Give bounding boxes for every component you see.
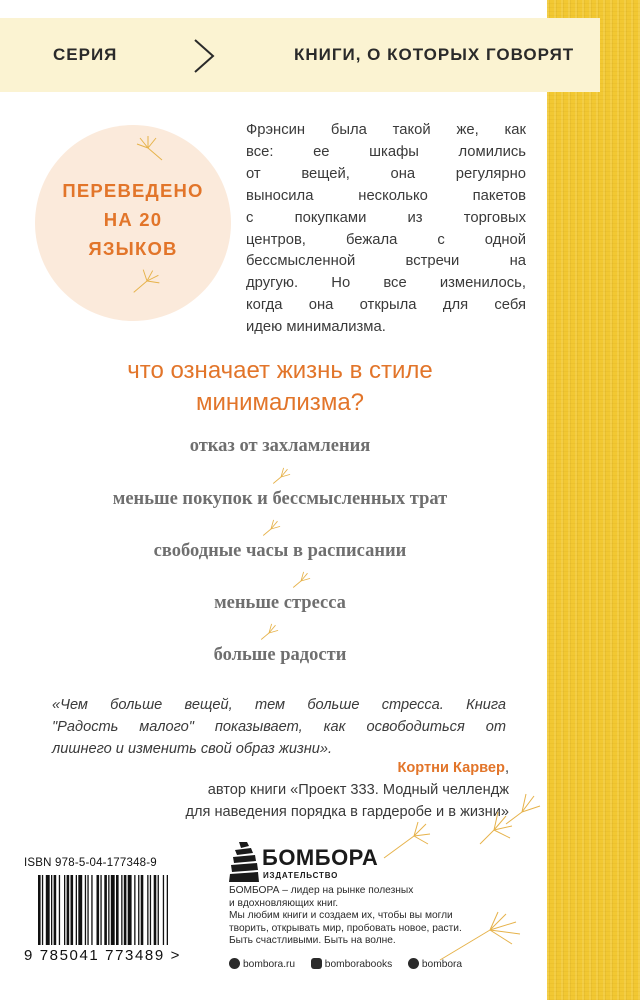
barcode-bar [78,875,82,945]
barcode-bar [147,875,148,945]
barcode-bar [134,875,135,945]
intro-line: от вещей, она регулярно [246,165,526,182]
quote-line: «Чем больше вещей, тем больше стресса. Книга [52,697,506,713]
barcode-bar [76,875,77,945]
barcode-bar [46,875,50,945]
dandelion-seed-icon [500,790,544,834]
intro-line: все: ее шкафы ломились [246,143,526,160]
isbn-number: ISBN 978-5-04-177348-9 [24,857,157,869]
barcode-digits-text: 9 785041 773489 [24,947,165,964]
quote-source-line: для наведения порядка в гардеробе и в жизни» [185,804,509,820]
barcode-bar [64,875,65,945]
intro-line: другую. Но все изменилось, [246,275,526,292]
barcode-bar [42,875,43,945]
intro-line: идею минимализма. [246,319,386,336]
publisher-description-line: БОМБОРА – лидер на рынке полезных [229,885,414,896]
social-link-telegram[interactable]: bombora [421,959,463,970]
barcode-bar [116,875,119,945]
author-suffix: , [504,760,509,776]
intro-line: выносила несколько пакетов [246,187,526,204]
intro-line: когда она открыла для себя [246,297,526,314]
intro-line: Фрэнсин была такой же, как [246,122,526,138]
barcode-bar [59,875,60,945]
publisher-description-line: и вдохновляющих книг. [229,897,339,909]
benefit-item: меньше стресса [214,593,346,613]
yellow-spine-stripe [547,0,640,1000]
question-heading-line: что означает жизнь в стиле [127,357,433,384]
intro-line: с покупками из торговых [246,209,526,226]
barcode-bar [87,875,88,945]
barcode-bar [163,875,164,945]
benefit-item: свободные часы в расписании [153,541,407,561]
intro-line: бессмысленной встречи на [246,253,526,270]
benefit-item: больше радости [213,645,347,665]
barcode-bar [104,875,107,945]
barcode-bar [111,875,115,945]
publisher-name: БОМБОРА [262,845,379,870]
barcode-digits [24,947,181,964]
series-label: СЕРИЯ [53,45,118,64]
publisher-description [229,885,462,948]
translated-badge [35,176,231,263]
barcode-bar [85,875,86,945]
publisher-description-line: Быть счастливыми. Быть на волне. [229,935,396,946]
barcode-bar [167,875,168,945]
barcode-bar [67,875,70,945]
dandelion-seed-icon [128,262,166,300]
review-quote [52,694,506,760]
barcode-bar [150,875,151,945]
vk-icon [311,958,322,969]
barcode-bar [124,875,127,945]
barcode-bar [138,875,139,945]
barcode-bar [51,875,52,945]
intro-line: центров, бежала с одной [246,231,526,248]
barcode-bar [154,875,157,945]
social-link-web[interactable]: bombora.ru [243,959,296,970]
quote-line: лишнего и изменить свой образ жизни». [52,741,333,757]
barcode-bar [54,875,57,945]
benefit-item: отказ от захламления [189,436,371,456]
benefit-item: меньше покупок и бессмысленных трат [112,489,448,509]
chevron-right-icon [187,38,223,74]
barcode-bar [141,875,144,945]
dandelion-seed-icon [258,516,284,542]
publisher-subtitle: ИЗДАТЕЛЬСТВО [263,871,339,880]
barcode-arrow: > [170,947,181,964]
badge-line: НА 20 [103,209,163,230]
quote-source-line: автор книги «Проект 333. Модный челлендж [207,782,509,798]
dandelion-seed-icon [288,568,314,594]
social-link-vk[interactable]: bomborabooks [324,959,393,970]
publisher-description-line: творить, открывать мир, пробовать новое, расти. [229,922,462,934]
badge-line: ЯЗЫКОВ [88,238,178,259]
barcode-bar [128,875,132,945]
barcode-bar [108,875,109,945]
quote-line: "Радость малого" показывает, как освободиться от [52,719,506,735]
dandelion-seed-icon [128,128,168,168]
bombora-logo-icon [229,840,259,884]
web-icon [229,958,240,969]
barcode-bar [38,875,41,945]
quote-author [397,760,509,776]
dandelion-seed-icon [268,464,294,490]
barcode-bar [100,875,101,945]
dandelion-seed-icon [256,620,282,646]
question-heading-line: минимализма? [195,389,365,416]
badge-line: ПЕРЕВЕДЕНО [62,180,204,201]
dandelion-seed-icon [374,818,434,868]
barcode [38,875,206,945]
barcode-bar [97,875,100,945]
barcode-bar [91,875,92,945]
telegram-icon [408,958,419,969]
intro-paragraph [246,120,526,339]
barcode-bar [158,875,159,945]
publisher-description-line: Мы любим книги и создаем их, чтобы вы могли [229,910,453,921]
barcode-bar [121,875,122,945]
author-name: Кортни Карвер [397,760,505,776]
social-links [229,958,462,970]
series-name: КНИГИ, О КОТОРЫХ ГОВОРЯТ [294,45,575,64]
barcode-bar [71,875,74,945]
